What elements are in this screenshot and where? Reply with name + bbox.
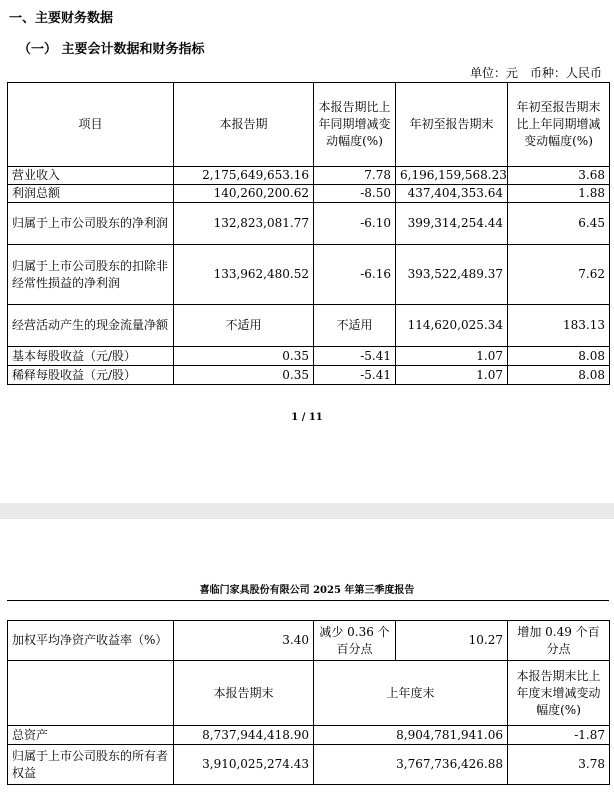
table-row (8, 203, 610, 245)
balance-data-table (7, 620, 610, 785)
cell-current: 不适用 (174, 305, 314, 347)
cell-ytd-change: 8.08 (508, 366, 610, 385)
row-label: 归属于上市公司股东的所有者权益 (8, 745, 174, 785)
cell-ytd: 399,314,254.44 (396, 203, 508, 245)
header-rule (7, 600, 609, 601)
header-prior-year-end: 上年度末 (314, 661, 508, 726)
cell-ytd-change: 增加 0.49 个百分点 (508, 621, 610, 661)
cell-current-change: -5.41 (314, 366, 396, 385)
cell-ytd: 1.07 (396, 347, 508, 366)
header-item: 项目 (8, 83, 174, 167)
header-current-period: 本报告期 (174, 83, 314, 167)
header-change: 本报告期末比上年度末增减变动幅度(%) (508, 661, 610, 726)
section-title: 一、主要财务数据 (9, 11, 114, 26)
cell-period-end: 8,737,944,418.90 (174, 726, 314, 745)
cell-ytd-change: 3.68 (508, 167, 610, 185)
table-row (8, 366, 610, 385)
subsection-title: （一） 主要会计数据和财务指标 (18, 42, 205, 57)
table-header-row (8, 661, 610, 726)
cell-prior-year-end: 3,767,736,426.88 (314, 745, 508, 785)
page-number: 1 / 11 (291, 412, 323, 423)
table-header-row (8, 83, 610, 167)
cell-current: 3.40 (174, 621, 314, 661)
cell-ytd-change: 6.45 (508, 203, 610, 245)
cell-ytd-change: 1.88 (508, 185, 610, 203)
cell-current-change: 7.78 (314, 167, 396, 185)
row-label: 加权平均净资产收益率（%） (8, 621, 174, 661)
header-ytd: 年初至报告期末 (396, 83, 508, 167)
cell-current-change: -5.41 (314, 347, 396, 366)
cell-current: 140,260,200.62 (174, 185, 314, 203)
cell-change: 3.78 (508, 745, 610, 785)
header-ytd-change: 年初至报告期末比上年同期增减变动幅度(%) (508, 83, 610, 167)
cell-current: 0.35 (174, 366, 314, 385)
row-label: 总资产 (8, 726, 174, 745)
cell-ytd: 6,196,159,568.23 (396, 167, 508, 185)
row-label: 归属于上市公司股东的扣除非经常性损益的净利润 (8, 245, 174, 305)
cell-current: 132,823,081.77 (174, 203, 314, 245)
cell-current: 133,962,480.52 (174, 245, 314, 305)
cell-ytd: 393,522,489.37 (396, 245, 508, 305)
cell-prior-year-end: 8,904,781,941.06 (314, 726, 508, 745)
cell-period-end: 3,910,025,274.43 (174, 745, 314, 785)
table-row (8, 347, 610, 366)
table-row (8, 167, 610, 185)
cell-change: -1.87 (508, 726, 610, 745)
page-separator (0, 503, 614, 519)
row-label: 利润总额 (8, 185, 174, 203)
cell-ytd: 1.07 (396, 366, 508, 385)
cell-ytd: 437,404,353.64 (396, 185, 508, 203)
cell-current-change: 不适用 (314, 305, 396, 347)
report-title: 喜临门家具股份有限公司 2025 年第三季度报告 (199, 585, 415, 596)
row-label: 营业收入 (8, 167, 174, 185)
header-current-change: 本报告期比上年同期增减变动幅度(%) (314, 83, 396, 167)
row-label: 归属于上市公司股东的净利润 (8, 203, 174, 245)
row-label: 经营活动产生的现金流量净额 (8, 305, 174, 347)
financial-data-table (7, 82, 610, 385)
cell-current-change: -6.10 (314, 203, 396, 245)
cell-ytd-change: 8.08 (508, 347, 610, 366)
cell-current: 0.35 (174, 347, 314, 366)
table-row (8, 305, 610, 347)
cell-ytd-change: 183.13 (508, 305, 610, 347)
cell-ytd-change: 7.62 (508, 245, 610, 305)
cell-current-change: -6.16 (314, 245, 396, 305)
cell-current-change: 减少 0.36 个百分点 (314, 621, 396, 661)
table-row (8, 745, 610, 785)
unit-line: 单位：元 币种：人民币 (469, 66, 602, 80)
cell-current-change: -8.50 (314, 185, 396, 203)
cell-ytd: 114,620,025.34 (396, 305, 508, 347)
cell-ytd: 10.27 (396, 621, 508, 661)
cell-current: 2,175,649,653.16 (174, 167, 314, 185)
row-label: 稀释每股收益（元/股） (8, 366, 174, 385)
table-row (8, 621, 610, 661)
table-row (8, 245, 610, 305)
header-blank (8, 661, 174, 726)
header-period-end: 本报告期末 (174, 661, 314, 726)
table-row (8, 185, 610, 203)
row-label: 基本每股收益（元/股） (8, 347, 174, 366)
table-row (8, 726, 610, 745)
